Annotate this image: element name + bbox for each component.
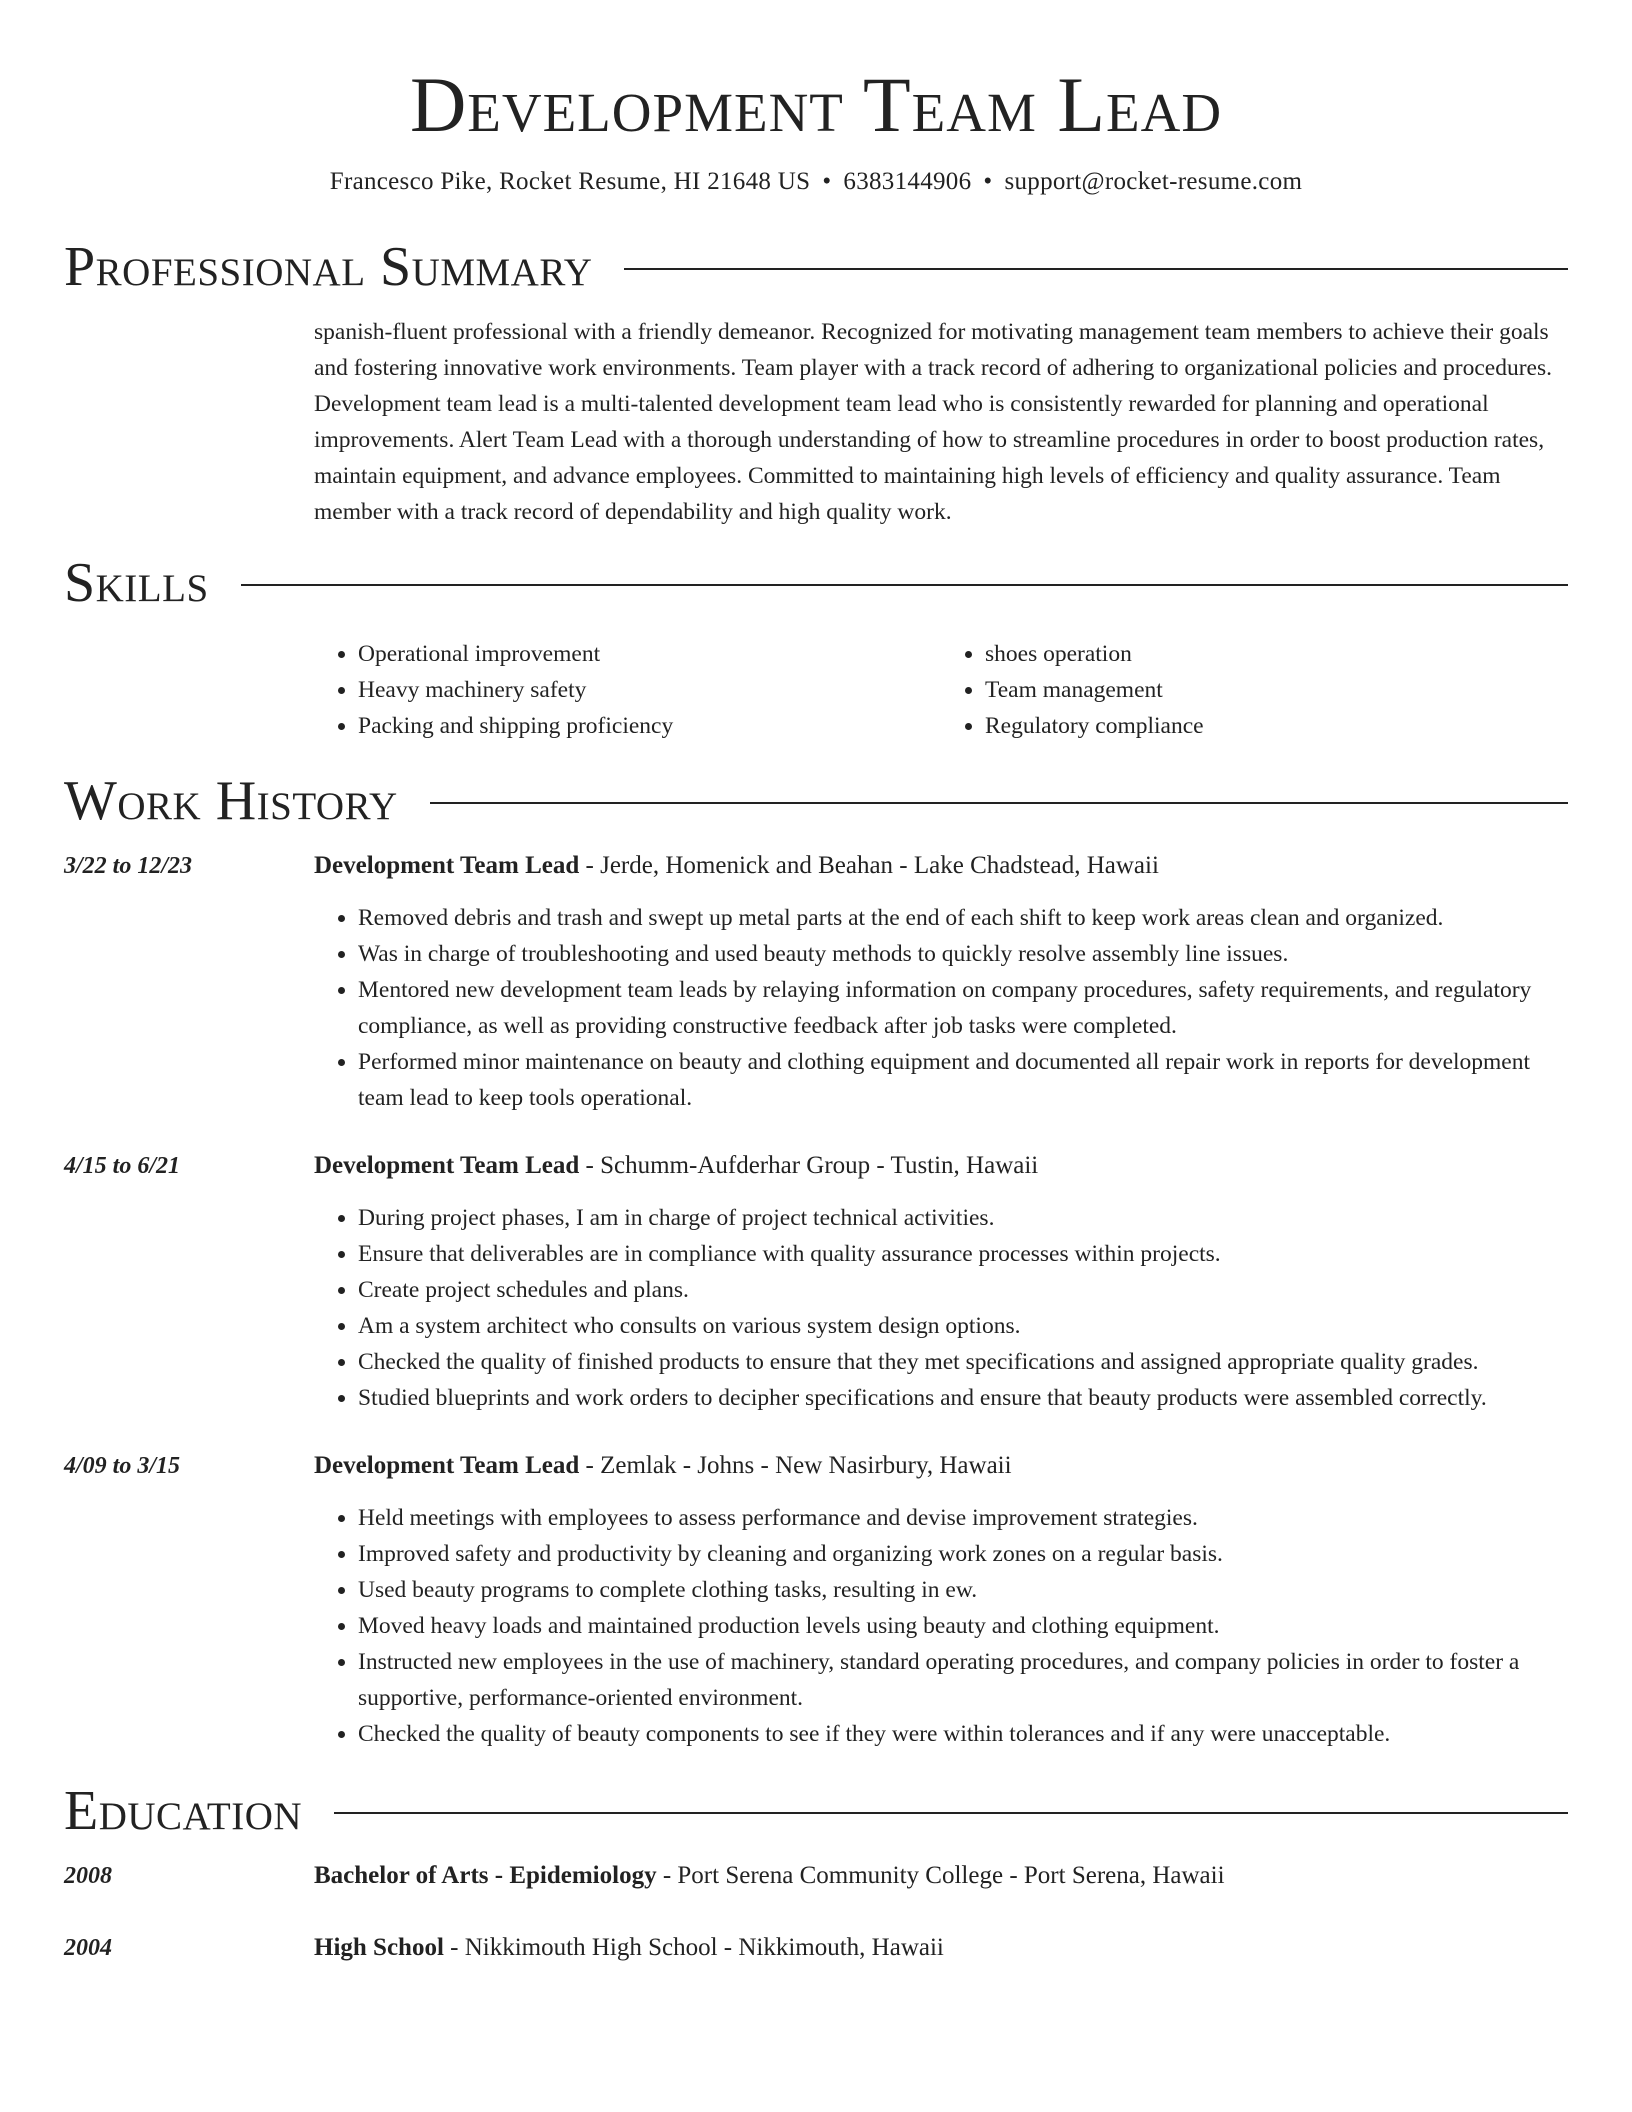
job-bullet: • Was in charge of troubleshooting and used beauty methods to quickly resolve assembly line issues. bbox=[358, 936, 1568, 972]
education-year: 2008 bbox=[64, 1863, 112, 1889]
job-detail bbox=[314, 1448, 1568, 1752]
education-school: - Nikkimouth High School - Nikkimouth, Hawaii bbox=[443, 1934, 944, 1961]
education-heading: Education bbox=[64, 1780, 303, 1842]
job-bullet: • Am a system architect who consults on various system design options. bbox=[358, 1308, 1568, 1344]
contact-line bbox=[64, 168, 1568, 196]
work-history-heading: Work History bbox=[64, 770, 398, 832]
job-bullets bbox=[314, 900, 1568, 1116]
job-employer: - Jerde, Homenick and Beahan - Lake Chadstead, Hawaii bbox=[579, 852, 1159, 879]
job-bullet: • Improved safety and productivity by cleaning and organizing work zones on a regular basis. bbox=[358, 1536, 1568, 1572]
job-title-line bbox=[314, 1148, 1568, 1184]
section-header bbox=[64, 1780, 1568, 1842]
job-detail bbox=[314, 1148, 1568, 1416]
work-history-section bbox=[64, 770, 1568, 1752]
job-title-line bbox=[314, 1448, 1568, 1484]
job-dates: 4/15 to 6/21 bbox=[64, 1153, 181, 1179]
job-bullet: • Ensure that deliverables are in compliance with quality assurance processes within projects. bbox=[358, 1236, 1568, 1272]
section-divider bbox=[241, 584, 1568, 586]
contact-phone: 6383144906 bbox=[843, 168, 972, 195]
education-entry bbox=[64, 1858, 1568, 1894]
section-header bbox=[64, 236, 1568, 298]
skill-item: • Packing and shipping proficiency bbox=[358, 708, 941, 744]
job-bullets bbox=[314, 1200, 1568, 1416]
job-bullet: • Studied blueprints and work orders to decipher specifications and ensure that beauty products were assembled correctly. bbox=[358, 1380, 1568, 1416]
section-divider bbox=[624, 268, 1568, 270]
job-detail bbox=[314, 848, 1568, 1116]
job-bullet: • Instructed new employees in the use of machinery, standard operating procedures, and company policies in order to foster a supportive, performance-oriented environment. bbox=[358, 1644, 1568, 1716]
job-dates: 4/09 to 3/15 bbox=[64, 1453, 181, 1479]
resume-title: Development Team Lead bbox=[409, 61, 1223, 148]
skills-column-right bbox=[941, 636, 1568, 744]
section-divider bbox=[430, 802, 1568, 804]
summary-text: spanish-fluent professional with a friendly demeanor. Recognized for motivating management team members to achieve their goals and fostering innovative work environments. Team player with a track record of adhering to organizational policies and procedures. Development team lead is a multi-talented development team lead who is consistently rewarded for planning and operational improvements. Alert Team Lead with a thorough understanding of how to streamline procedures in order to boost production rates, maintain equipment, and advance employees. Committed to maintaining high levels of efficiency and quality assurance. Team member with a track record of dependability and high quality work. bbox=[314, 319, 1553, 525]
job-bullet: • Removed debris and trash and swept up metal parts at the end of each shift to keep work areas clean and organized. bbox=[358, 900, 1568, 936]
job-bullet: • Moved heavy loads and maintained production levels using beauty and clothing equipment. bbox=[358, 1608, 1568, 1644]
job-bullet: • Held meetings with employees to assess performance and devise improvement strategies. bbox=[358, 1500, 1568, 1536]
education-detail bbox=[314, 1930, 1568, 1966]
skill-item: • Team management bbox=[985, 672, 1568, 708]
job-bullet: • Performed minor maintenance on beauty and clothing equipment and documented all repair work in reports for development team lead to keep tools operational. bbox=[358, 1044, 1568, 1116]
summary-section bbox=[64, 236, 1568, 530]
job-title: Development Team Lead bbox=[314, 1152, 580, 1179]
section-divider bbox=[334, 1812, 1568, 1814]
job-bullet: • Create project schedules and plans. bbox=[358, 1272, 1568, 1308]
job-employer: - Schumm-Aufderhar Group - Tustin, Hawaii bbox=[579, 1152, 1039, 1179]
education-detail bbox=[314, 1858, 1568, 1894]
job-entry bbox=[64, 848, 1568, 1116]
job-employer: - Zemlak - Johns - New Nasirbury, Hawaii bbox=[579, 1452, 1012, 1479]
job-bullet: • Mentored new development team leads by relaying information on company procedures, safety requirements, and regulatory compliance, as well as providing constructive feedback after job tasks were completed. bbox=[358, 972, 1568, 1044]
job-entry bbox=[64, 1148, 1568, 1416]
job-bullets bbox=[314, 1500, 1568, 1752]
job-bullet: • Used beauty programs to complete clothing tasks, resulting in ew. bbox=[358, 1572, 1568, 1608]
skills-column-left bbox=[314, 636, 941, 744]
job-title-line bbox=[314, 848, 1568, 884]
education-degree: High School bbox=[314, 1934, 444, 1961]
education-school: - Port Serena Community College - Port Serena, Hawaii bbox=[656, 1862, 1225, 1889]
job-dates: 3/22 to 12/23 bbox=[64, 853, 193, 879]
section-header bbox=[64, 770, 1568, 832]
education-degree: Bachelor of Arts - Epidemiology bbox=[314, 1862, 657, 1889]
skills-list bbox=[314, 636, 1568, 744]
skill-item: • Operational improvement bbox=[358, 636, 941, 672]
contact-address: Francesco Pike, Rocket Resume, HI 21648 US bbox=[329, 168, 811, 195]
job-bullet: • During project phases, I am in charge of project technical activities. bbox=[358, 1200, 1568, 1236]
education-entry bbox=[64, 1930, 1568, 1966]
summary-heading: Professional Summary bbox=[64, 236, 593, 298]
skill-item: • shoes operation bbox=[985, 636, 1568, 672]
job-entry bbox=[64, 1448, 1568, 1752]
education-year: 2004 bbox=[64, 1935, 112, 1961]
job-title: Development Team Lead bbox=[314, 852, 580, 879]
skills-section bbox=[64, 552, 1568, 744]
job-title: Development Team Lead bbox=[314, 1452, 580, 1479]
skills-heading: Skills bbox=[64, 552, 209, 614]
job-bullet: • Checked the quality of finished products to ensure that they met specifications and assigned appropriate quality grades. bbox=[358, 1344, 1568, 1380]
skill-item: • Regulatory compliance bbox=[985, 708, 1568, 744]
skill-item: • Heavy machinery safety bbox=[358, 672, 941, 708]
section-header bbox=[64, 552, 1568, 614]
education-section bbox=[64, 1780, 1568, 1966]
contact-separator: • bbox=[822, 168, 832, 195]
contact-email: support@rocket-resume.com bbox=[1004, 168, 1303, 195]
job-bullet: • Checked the quality of beauty components to see if they were within tolerances and if any were unacceptable. bbox=[358, 1716, 1568, 1752]
contact-separator: • bbox=[983, 168, 993, 195]
